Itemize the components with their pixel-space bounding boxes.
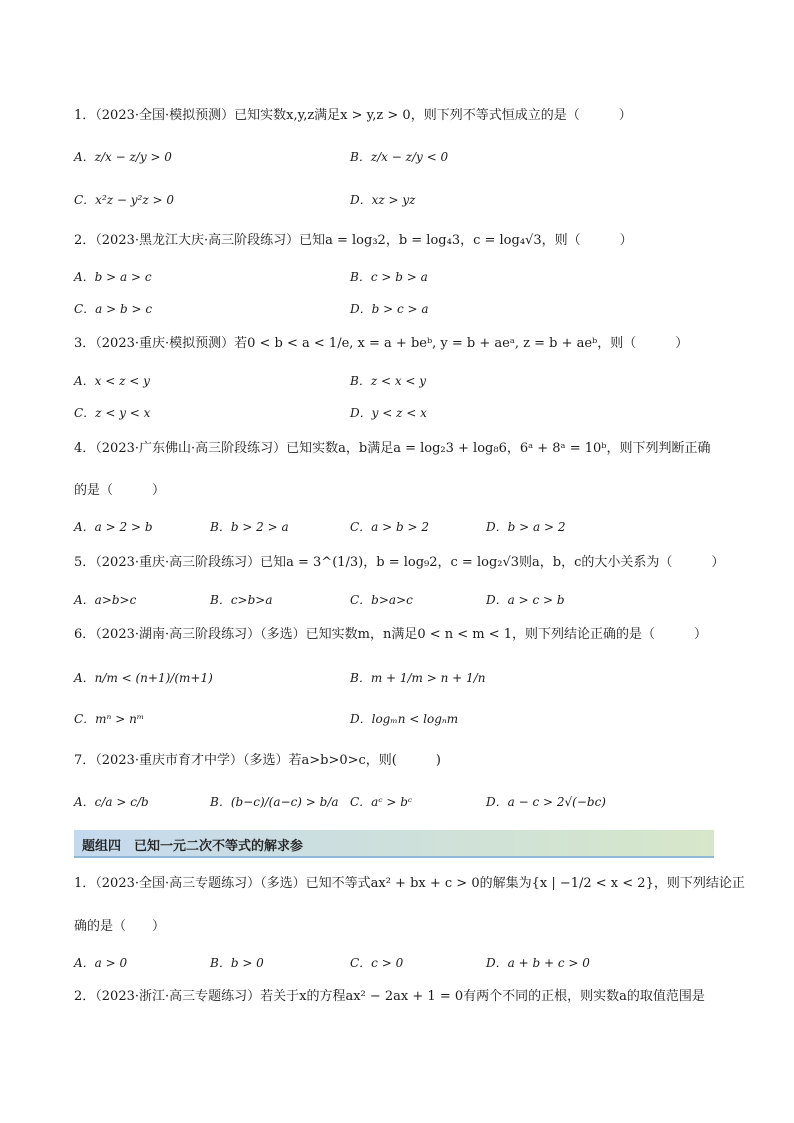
- question-4-stem-continued: 的是（ ）: [74, 483, 166, 498]
- question-2-option-d: D．b > c > a: [350, 302, 429, 316]
- question-4-option-c: C．a > b > 2: [350, 520, 430, 534]
- question-4-option-a: A．a > 2 > b: [74, 520, 153, 534]
- question-2-option-c: C．a > b > c: [74, 302, 153, 316]
- question-4-option-b: B．b > 2 > a: [210, 520, 289, 534]
- section-question-1-option-d: D．a + b + c > 0: [486, 956, 590, 970]
- question-2-stem: 2．（2023·黑龙江大庆·高三阶段练习）已知a = log₃2，b = log₄3，c = log₄√3，则（ ）: [74, 233, 633, 248]
- question-3-stem: 3．（2023·重庆·模拟预测）若0 < b < a < 1/e, x = a + beᵇ, y = b + aeᵃ, z = b + aeᵇ，则（ ）: [74, 336, 689, 351]
- question-1-option-b: B．z/x − z/y < 0: [350, 150, 449, 164]
- question-4-stem: 4．（2023·广东佛山·高三阶段练习）已知实数a，b满足a = log₂3 + log₈6，6ᵃ + 8ᵃ = 10ᵇ，则下列判断正确: [74, 441, 711, 456]
- section-question-1-option-b: B．b > 0: [210, 956, 264, 970]
- question-5-option-b: B．c>b>a: [210, 593, 273, 607]
- question-2-option-a: A．b > a > c: [74, 270, 152, 284]
- question-1-option-c: C．x²z − y²z > 0: [74, 193, 174, 207]
- question-6-option-c: C．mⁿ > nᵐ: [74, 712, 145, 726]
- question-2-option-b: B．c > b > a: [350, 270, 428, 284]
- question-3-option-c: C．z < y < x: [74, 406, 151, 420]
- section-question-1-stem-continued: 确的是（ ）: [74, 919, 166, 934]
- question-3-option-d: D．y < z < x: [350, 406, 427, 420]
- question-7-stem: 7．（2023·重庆市育才中学）（多选）若a>b>0>c，则( ): [74, 753, 441, 768]
- section-question-1-stem: 1．（2023·全国·高三专题练习）（多选）已知不等式ax² + bx + c > 0的解集为{x | −1/2 < x < 2}，则下列结论正: [74, 876, 745, 891]
- question-1-option-a: A．z/x − z/y > 0: [74, 150, 172, 164]
- question-7-option-d: D．a − c > 2√(−bc): [486, 795, 606, 809]
- question-7-option-a: A．c/a > c/b: [74, 795, 149, 809]
- question-3-option-b: B．z < x < y: [350, 374, 427, 388]
- section-title: 题组四 已知一元二次不等式的解求参: [82, 839, 304, 854]
- question-6-option-a: A．n/m < (n+1)/(m+1): [74, 671, 213, 685]
- question-5-stem: 5．（2023·重庆·高三阶段练习）已知a = 3^(1/3)，b = log₉2，c = log₂√3则a，b，c的大小关系为（ ）: [74, 555, 725, 570]
- question-1-stem: 1．（2023·全国·模拟预测）已知实数x,y,z满足x > y,z > 0，则下列不等式恒成立的是（ ）: [74, 108, 632, 123]
- section-banner: [74, 830, 714, 858]
- question-3-option-a: A．x < z < y: [74, 374, 150, 388]
- question-5-option-a: A．a>b>c: [74, 593, 137, 607]
- question-7-option-c: C．aᶜ > bᶜ: [350, 795, 413, 809]
- question-5-option-d: D．a > c > b: [486, 593, 565, 607]
- section-question-1-option-c: C．c > 0: [350, 956, 404, 970]
- question-5-option-c: C．b>a>c: [350, 593, 413, 607]
- question-6-stem: 6．（2023·湖南·高三阶段练习）（多选）已知实数m，n满足0 < n < m < 1，则下列结论正确的是（ ）: [74, 627, 708, 642]
- question-6-option-d: D．logₘn < logₙm: [350, 712, 459, 726]
- question-4-option-d: D．b > a > 2: [486, 520, 566, 534]
- question-1-option-d: D．xz > yz: [350, 193, 416, 207]
- question-6-option-b: B．m + 1/m > n + 1/n: [350, 671, 486, 685]
- section-question-1-option-a: A．a > 0: [74, 956, 128, 970]
- section-question-2-stem: 2．（2023·浙江·高三专题练习）若关于x的方程ax² − 2ax + 1 = 0有两个不同的正根，则实数a的取值范围是: [74, 989, 705, 1004]
- question-7-option-b: B．(b−c)/(a−c) > b/a: [210, 795, 339, 809]
